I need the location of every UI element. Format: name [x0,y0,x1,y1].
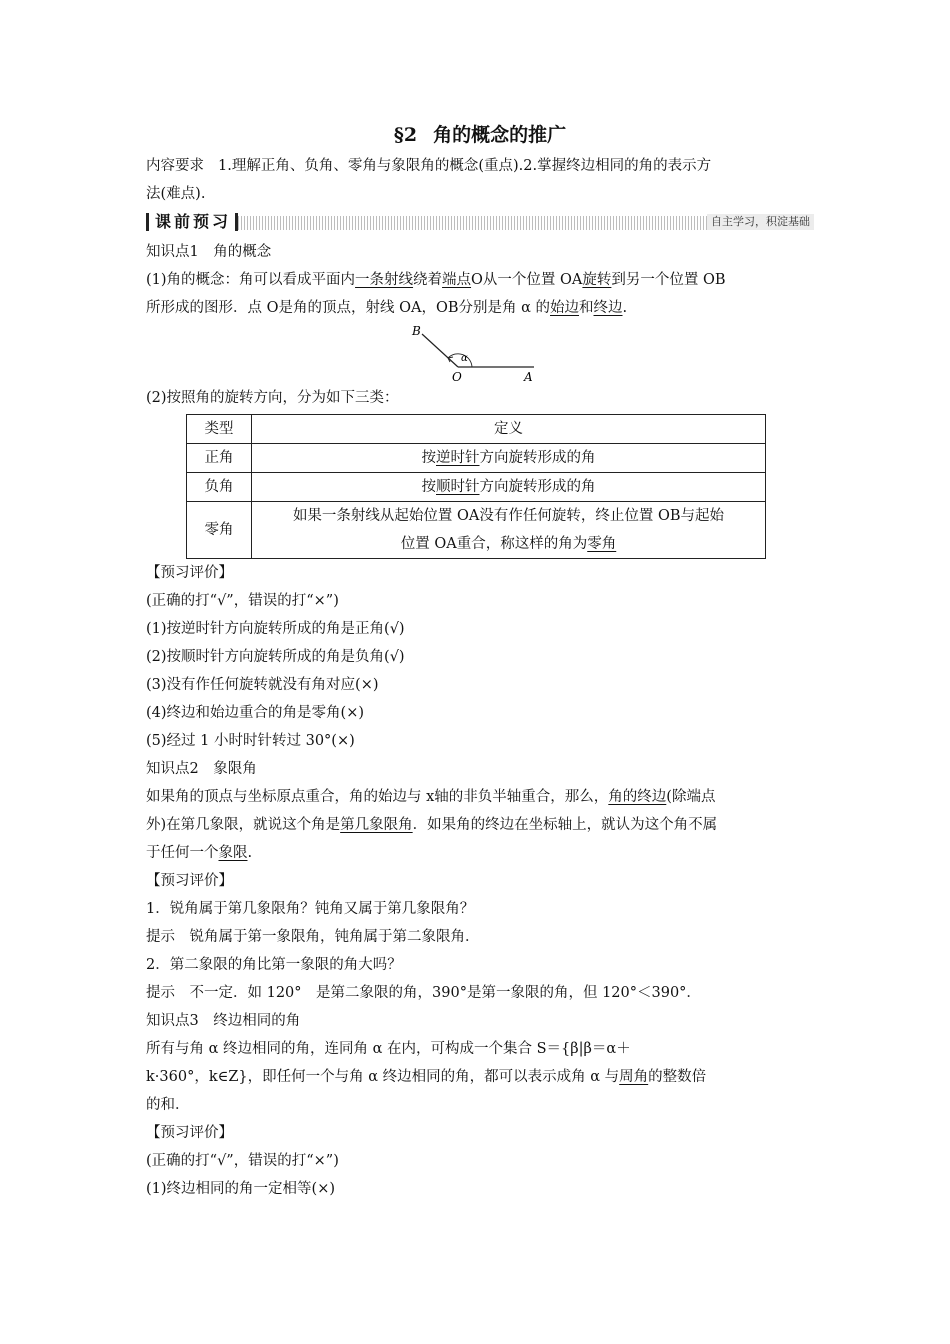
row-type: 负角 [187,473,252,502]
document-page [146,118,814,1203]
list-item: (1)终边相同的角一定相等(×) [146,1181,336,1197]
review1-heading: 【预习评价】 [146,565,233,581]
label-alpha: α [461,353,468,364]
requirements-label: 内容要求 [146,158,204,174]
review2-question-2: 2．第二象限的角比第一象限的角大吗？ [146,957,402,973]
row-definition: 按逆时针方向旋转形成的角 [252,444,766,473]
list-item: (2)按顺时针方向旋转所成的角是负角(√) [146,649,405,665]
table-header-row [187,415,766,444]
review2-answer-2: 提示 不一定．如 120° 是第二象限的角，390°是第一象限的角，但 120°＜390°． [146,985,701,1001]
angle-svg [408,322,548,384]
kp3-line-2: k·360°，k∈Z}，即任何一个与角 α 终边相同的角，都可以表示成角 α 与周角的整数倍 [146,1069,707,1085]
label-a: A [524,370,533,384]
kp1-paragraph-1: (1)角的概念：角可以看成平面内一条射线绕着端点O从一个位置 OA旋转到另一个位置 OB [146,272,726,288]
review2-question-1: 1．锐角属于第几象限角？钝角又属于第几象限角？ [146,901,475,917]
ray-ob [422,334,458,367]
section-banner [146,210,814,234]
header-definition: 定义 [252,415,766,444]
page-title [146,118,814,152]
kp3-heading: 知识点3 终边相同的角 [146,1013,301,1029]
banner-right-text: 自主学习，积淀基础 [707,214,814,230]
table-row [187,473,766,502]
review2-answer-1: 提示 锐角属于第一象限角，钝角属于第二象限角． [146,929,480,945]
header-type: 类型 [187,415,252,444]
review1-instruction: (正确的打“√”，错误的打“×”) [146,593,339,609]
list-item: (1)按逆时针方向旋转所成的角是正角(√) [146,621,405,637]
table-row [187,444,766,473]
title-text: 角的概念的推广 [433,124,567,146]
review2-heading: 【预习评价】 [146,873,233,889]
kp1-heading: 知识点1 角的概念 [146,244,272,260]
kp3-line-3: 的和． [146,1097,190,1113]
label-o: O [452,370,462,384]
kp2-line-2: 外)在第几象限，就说这个角是第几象限角．如果角的终边在坐标轴上，就认为这个角不属 [146,817,718,833]
row-definition: 按顺时针方向旋转形成的角 [252,473,766,502]
label-b: B [412,324,421,338]
row-type: 正角 [187,444,252,473]
list-item: (5)经过 1 小时时针转过 30°(×) [146,733,355,749]
kp2-line-3: 于任何一个象限. [146,845,253,861]
review3-instruction: (正确的打“√”，错误的打“×”) [146,1153,339,1169]
kp1-paragraph-2: 所形成的图形．点 O是角的顶点，射线 OA，OB分别是角 α 的始边和终边. [146,300,628,316]
requirements-line-1: 内容要求 1.理解正角、负角、零角与象限角的概念(重点).2.掌握终边相同的角的表示方 [146,158,712,174]
banner-stripe [238,216,707,230]
list-item: (3)没有作任何旋转就没有角对应(×) [146,677,379,693]
section-number: §2 [393,124,418,146]
kp1-paragraph-3: (2)按照角的旋转方向，分为如下三类： [146,390,399,406]
requirements-line-2: 法(难点). [146,186,206,202]
angle-diagram [146,322,814,384]
table-row [187,502,766,559]
row-definition: 如果一条射线从起始位置 OA没有作任何旋转，终止位置 OB与起始 位置 OA重合，称这样的角为零角 [252,502,766,559]
banner-label: 课前预习 [155,212,232,231]
kp2-heading: 知识点2 象限角 [146,761,257,777]
kp3-line-1: 所有与角 α 终边相同的角，连同角 α 在内，可构成一个集合 S＝{β|β＝α＋ [146,1041,631,1057]
angle-type-table [186,414,766,559]
list-item: (4)终边和始边重合的角是零角(×) [146,705,365,721]
kp2-line-1: 如果角的顶点与坐标原点重合，角的始边与 x轴的非负半轴重合，那么，角的终边(除端点 [146,789,716,805]
row-type: 零角 [187,502,252,559]
review3-heading: 【预习评价】 [146,1125,233,1141]
